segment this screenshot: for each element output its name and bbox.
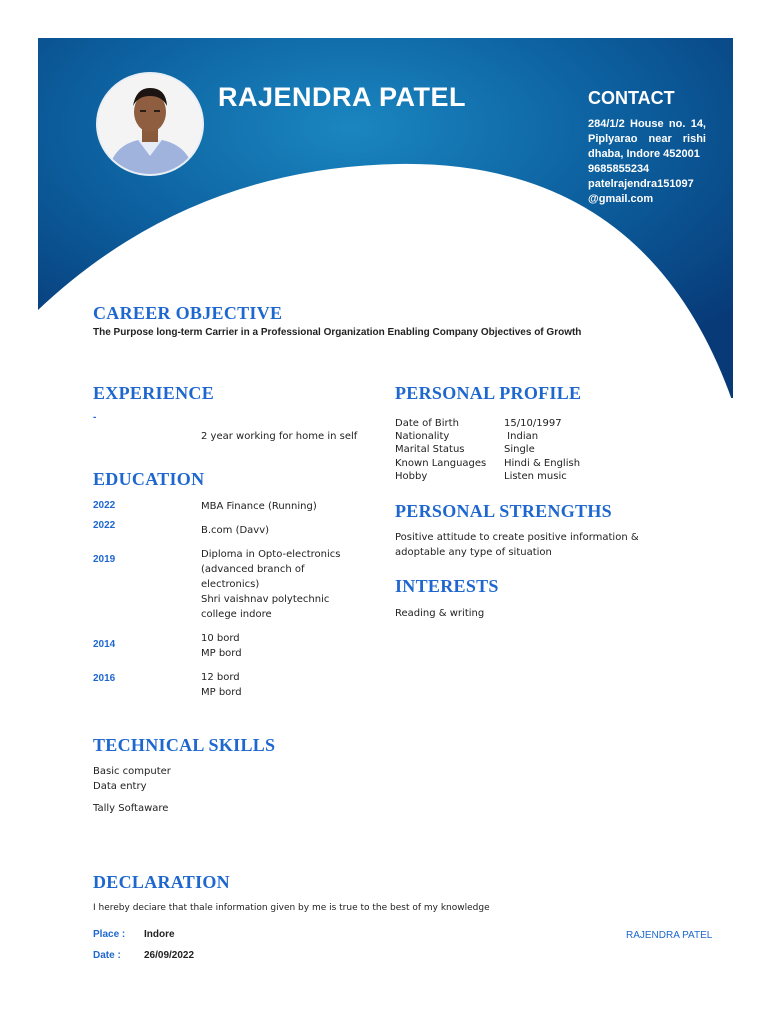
experience-text: 2 year working for home in self	[201, 431, 358, 442]
profile-label: Known Languages	[395, 458, 487, 469]
education-line: MP bord	[201, 687, 242, 698]
strength-line: Positive attitude to create positive information &	[395, 532, 639, 543]
profile-row	[395, 418, 562, 429]
strength-line: adoptable any type of situation	[395, 547, 552, 558]
education-detail	[201, 670, 242, 700]
address-line-1: 284/1/2 House no. 14,	[588, 118, 706, 130]
phone-number: 9685855234	[588, 163, 650, 175]
place-label: Place :	[93, 929, 126, 940]
personal-strengths-heading: PERSONAL STRENGTHS	[395, 501, 612, 521]
skill-item: Data entry	[93, 781, 147, 792]
profile-label: Hobby	[395, 471, 428, 482]
education-year: 2022	[93, 500, 116, 511]
email-line-2: @gmail.com	[588, 193, 654, 205]
date-value: 26/09/2022	[144, 950, 195, 961]
email-line-1: patelrajendra151097	[588, 178, 694, 190]
education-line: electronics)	[201, 579, 260, 590]
profile-label: Marital Status	[395, 444, 465, 455]
profile-row	[395, 431, 538, 442]
profile-label: Nationality	[395, 431, 450, 442]
contact-details	[588, 117, 706, 207]
personal-strengths-text	[395, 530, 639, 560]
interests-text: Reading & writing	[395, 608, 485, 619]
profile-value: Hindi & English	[504, 458, 581, 469]
profile-label: Date of Birth	[395, 418, 459, 429]
career-objective-heading: CAREER OBJECTIVE	[93, 303, 283, 323]
signature-name: RAJENDRA PATEL	[626, 930, 713, 941]
profile-value: Single	[504, 444, 535, 455]
education-detail	[201, 547, 340, 622]
address-line-3: dhaba, Indore 452001	[588, 148, 700, 160]
education-line: Shri vaishnav polytechnic	[201, 594, 330, 605]
education-year: 2019	[93, 554, 116, 565]
declaration-text: I hereby deciare that thale information given by me is true to the best of my knowledge	[93, 903, 490, 913]
education-detail	[201, 499, 317, 514]
education-line: 12 bord	[201, 672, 240, 683]
experience-heading: EXPERIENCE	[93, 383, 215, 403]
education-line: (advanced branch of	[201, 564, 305, 575]
education-detail	[201, 523, 269, 538]
profile-row	[395, 471, 567, 482]
contact-heading: CONTACT	[588, 88, 675, 108]
profile-row	[395, 458, 580, 469]
interests-heading: INTERESTS	[395, 576, 499, 596]
profile-value: 15/10/1997	[504, 418, 562, 429]
education-line: MBA Finance (Running)	[201, 501, 317, 512]
skill-item: Tally Softaware	[93, 803, 169, 814]
profile-value: Indian	[504, 431, 539, 442]
education-line: 10 bord	[201, 633, 240, 644]
skill-item: Basic computer	[93, 766, 171, 777]
career-objective-text: The Purpose long-term Carrier in a Professional Organization Enabling Company Objectives of Growth	[93, 327, 582, 338]
technical-skills-heading: TECHNICAL SKILLS	[93, 735, 276, 755]
education-line: B.com (Davv)	[201, 525, 270, 536]
education-detail	[201, 631, 242, 661]
date-label: Date :	[93, 950, 121, 961]
education-year: 2014	[93, 639, 116, 650]
education-line: Diploma in Opto-electronics	[201, 549, 341, 560]
education-year: 2022	[93, 520, 116, 531]
place-value: Indore	[144, 929, 175, 940]
declaration-heading: DECLARATION	[93, 872, 230, 892]
address-line-2: Piplyarao near rishi	[588, 133, 706, 145]
education-line: MP bord	[201, 648, 242, 659]
personal-profile-heading: PERSONAL PROFILE	[395, 383, 582, 403]
profile-photo	[96, 72, 204, 176]
education-line: college indore	[201, 609, 272, 620]
education-year: 2016	[93, 673, 116, 684]
profile-row	[395, 444, 535, 455]
candidate-name: RAJENDRA PATEL	[218, 82, 467, 112]
person-avatar-icon	[98, 74, 202, 174]
profile-value: Listen music	[504, 471, 567, 482]
experience-bullet: -	[93, 412, 97, 423]
education-heading: EDUCATION	[93, 469, 205, 489]
